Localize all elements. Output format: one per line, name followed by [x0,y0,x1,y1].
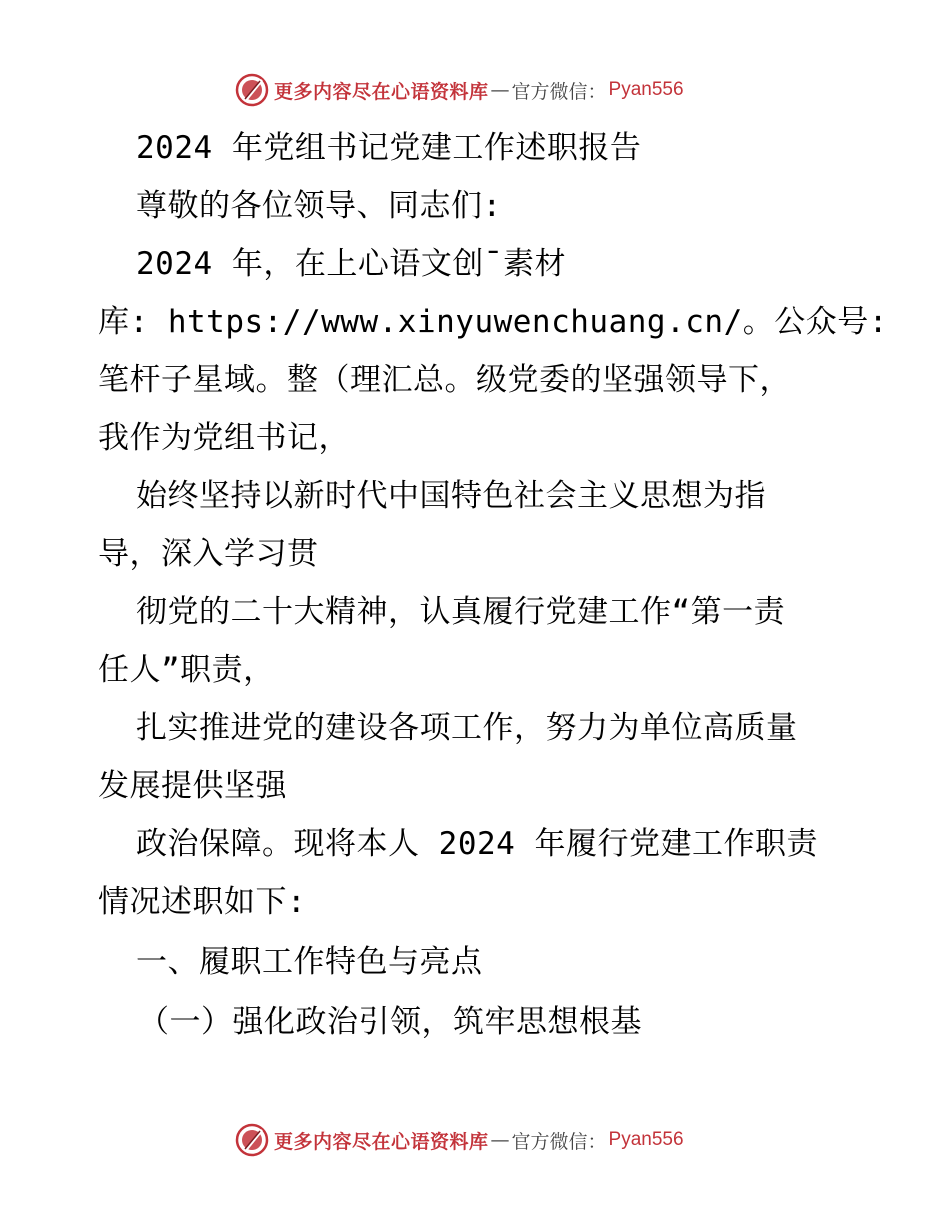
watermark-dash: — [490,79,510,101]
salutation: 尊敬的各位领导、同志们: [136,188,502,224]
watermark-wechat-id: Pyan556 [608,79,684,100]
watermark-main-text: 更多内容尽在心语资料库 [274,1130,489,1153]
paragraph-line: 发展提供坚强 [98,768,287,804]
paragraph-line: 笔杆子星域。整（理汇总。级党委的坚强领导下， [98,362,791,398]
paragraph-line: 2024 年，在上心语文创¯素材 [136,246,566,282]
document-title: 2024 年党组书记党建工作述职报告 [136,130,642,166]
paragraph-line: 任人”职责， [98,652,275,688]
paragraph-line: 我作为党组书记， [98,420,350,456]
footer-watermark [234,1122,684,1158]
quill-logo-icon [234,1122,270,1158]
paragraph-line: 情况述职如下: [98,884,307,920]
paragraph-line: 扎实推进党的建设各项工作，努力为单位高质量 [136,710,798,746]
paragraph-line: 彻党的二十大精神，认真履行党建工作“第一责 [136,594,786,630]
quill-logo-icon [234,72,270,108]
section-heading: 一、履职工作特色与亮点 [136,944,483,980]
paragraph-line: 政治保障。现将本人 2024 年履行党建工作职责 [136,826,818,862]
watermark-wechat-label: 官方微信： [511,80,607,103]
header-watermark [234,72,684,108]
paragraph-line: 库: https://www.xinyuwenchuang.cn/。公众号: [98,304,888,340]
watermark-dash: — [490,1129,510,1151]
watermark-wechat-id: Pyan556 [608,1129,684,1150]
watermark-main-text: 更多内容尽在心语资料库 [274,80,489,103]
watermark-wechat-label: 官方微信： [511,1130,607,1153]
subsection-heading: （一）强化政治引领，筑牢思想根基 [138,1004,642,1040]
paragraph-line: 始终坚持以新时代中国特色社会主义思想为指 [136,478,766,514]
paragraph-line: 导，深入学习贯 [98,536,319,572]
